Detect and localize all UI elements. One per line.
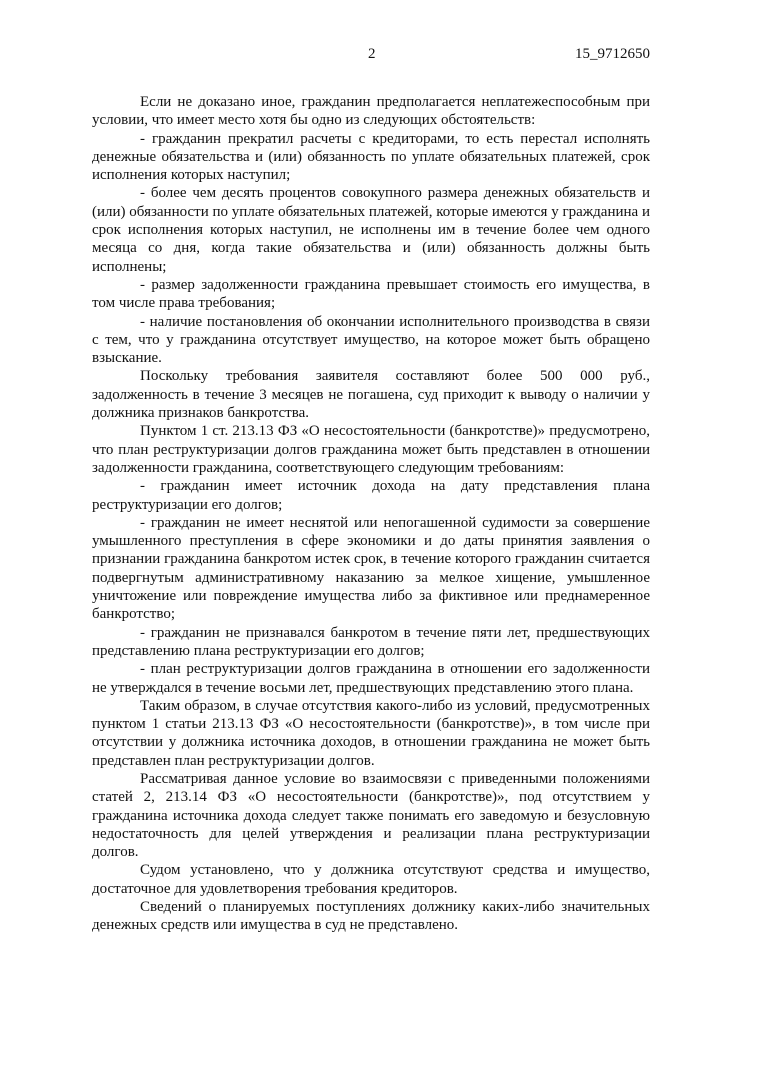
paragraph: Сведений о планируемых поступлениях должнику каких-либо значительных денежных средств или имущества в суд не представлено. — [92, 899, 650, 934]
paragraph: - гражданин не признавался банкротом в течение пяти лет, предшествующих представлению плана реструктуризации его долгов; — [92, 624, 650, 659]
paragraph: Пунктом 1 ст. 213.13 ФЗ «О несостоятельности (банкротстве)» предусмотрено, что план реструктуризации долгов гражданина может быть представлен в отношении задолженности гражданина, соответствующего следующим требованиям: — [92, 423, 650, 476]
paragraph: - гражданин имеет источник дохода на дату представления плана реструктуризации его долгов; — [92, 478, 650, 513]
paragraph: - гражданин прекратил расчеты с кредиторами, то есть перестал исполнять денежные обязательства и (или) обязанность по уплате обязательных платежей, срок исполнения которых наступил; — [92, 130, 650, 184]
paragraph: Рассматривая данное условие во взаимосвязи с приведенными положениями статей 2, 213.14 ФЗ «О несостоятельности (банкротстве)», под отсутствием у гражданина источника дохода следует также понимать его заведомую и безусловную недостаточность для целей утверждения и реализации плана реструктуризации долгов. — [92, 770, 650, 861]
paragraph: - наличие постановления об окончании исполнительного производства в связи с тем, что у гражданина отсутствует имущество, на которое может быть обращено взыскание. — [92, 313, 650, 367]
paragraph: Судом установлено, что у должника отсутствуют средства и имущество, достаточное для удовлетворения требования кредиторов. — [92, 862, 650, 897]
paragraph: - размер задолженности гражданина превышает стоимость его имущества, в том числе права требования; — [92, 276, 650, 312]
page-number: 2 — [368, 46, 376, 62]
document-body — [92, 93, 650, 935]
paragraph: - план реструктуризации долгов гражданина в отношении его задолженности не утверждался в течение восьми лет, предшествующих представлению этого плана. — [92, 661, 650, 696]
paragraph: - более чем десять процентов совокупного размера денежных обязательств и (или) обязанности по уплате обязательных платежей, которые имеются у гражданина и срок исполнения которых наступил, не исполнены им в течение более чем одного месяца со дня, когда такие обязательства и (или) обязанность должны быть исполнены; — [92, 185, 650, 275]
page-header — [92, 46, 650, 68]
document-id: 15_9712650 — [575, 46, 650, 62]
paragraph: Поскольку требования заявителя составляют более 500 000 руб., задолженность в течение 3 месяцев не погашена, суд приходит к выводу о наличии у должника признаков банкротства. — [92, 368, 650, 422]
paragraph: Таким образом, в случае отсутствия какого-либо из условий, предусмотренных пунктом 1 статьи 213.13 ФЗ «О несостоятельности (банкротстве)», в том числе при отсутствии у должника источника доходов, в отношении гражданина не может быть представлен план реструктуризации долгов. — [92, 697, 650, 769]
paragraph: - гражданин не имеет неснятой или непогашенной судимости за совершение умышленного преступления в сфере экономики и до даты принятия заявления о признании гражданина банкротом истек срок, в течение которого гражданин считается подвергнутым административному наказанию за мелкое хищение, умышленное уничтожение или повреждение имущества либо за фиктивное или преднамеренное банкротство; — [92, 514, 650, 623]
paragraph: Если не доказано иное, гражданин предполагается неплатежеспособным при условии, что имеет место хотя бы одно из следующих обстоятельств: — [92, 94, 650, 129]
